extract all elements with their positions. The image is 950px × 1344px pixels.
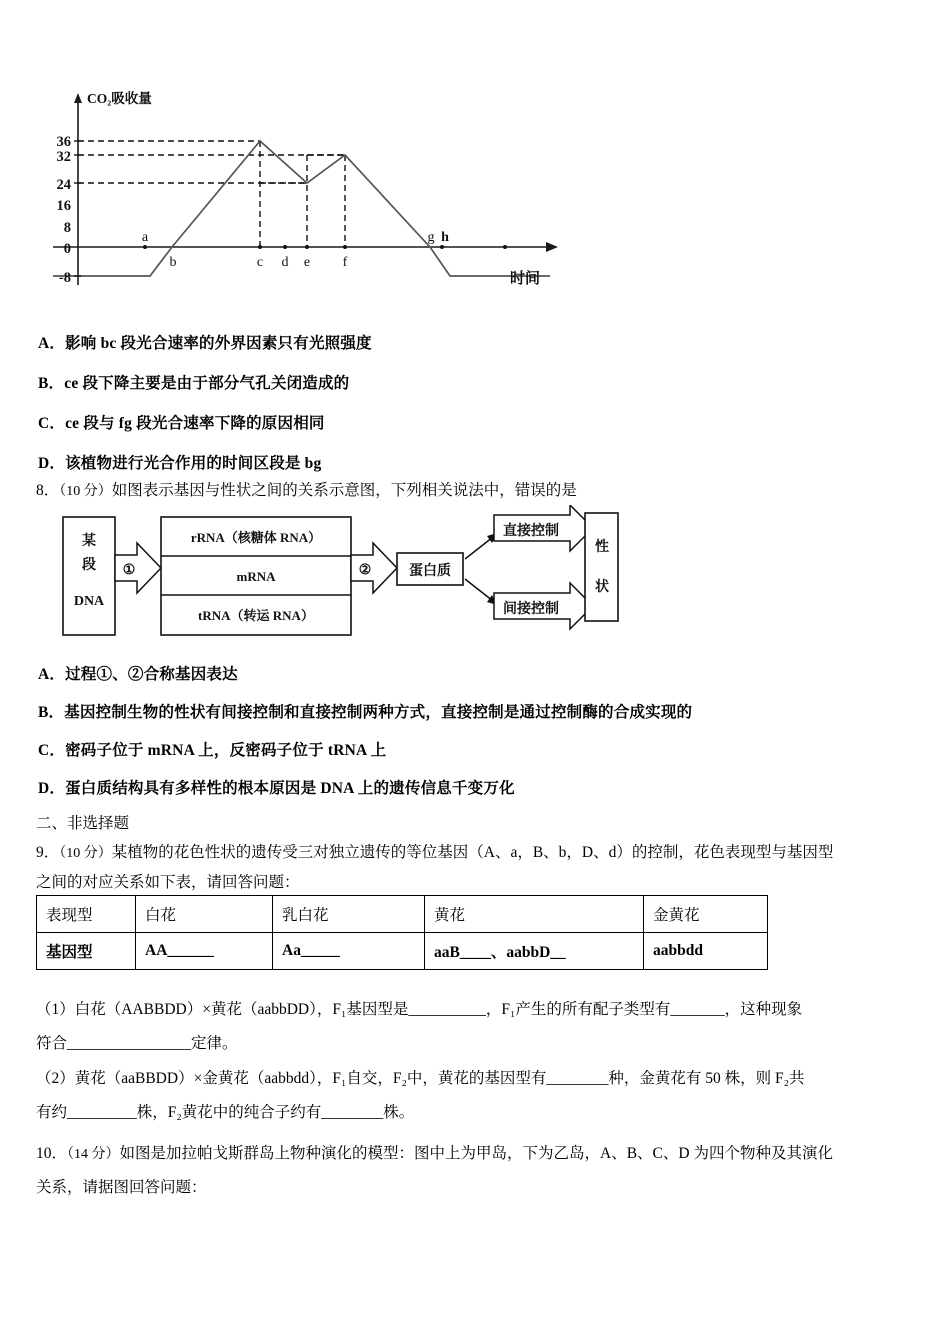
q9-sub2-line-2: 有约_________株，F₂黄花中的纯合子约有________株。 xyxy=(36,1104,415,1121)
q10-stem-text-1: 如图是加拉帕戈斯群岛上物种演化的模型：图中上为甲岛，下为乙岛，A、B、C、D 为四个物种及其演化 xyxy=(119,1145,833,1162)
ytick-neg8: -8 xyxy=(58,270,71,286)
q8-option-c xyxy=(38,738,386,760)
q7-option-c xyxy=(38,411,325,433)
ytick-0: 0 xyxy=(63,241,71,257)
q8-option-b xyxy=(38,700,692,722)
q8-stem-text: 如图表示基因与性状之间的关系示意图，下列相关说法中，错误的是 xyxy=(111,482,577,499)
ytick-8: 8 xyxy=(63,220,71,236)
q8-option-d-text: 蛋白质结构具有多样性的根本原因是 DNA 上的遗传信息千变万化 xyxy=(65,780,515,797)
point-label-g: g xyxy=(427,230,435,245)
point-label-f: f xyxy=(342,255,348,270)
trait-box-line1: 性 xyxy=(595,540,609,555)
q9-score: （10 分） xyxy=(59,846,112,861)
arrow-2-label: ② xyxy=(358,563,372,578)
tick-dot-c xyxy=(258,245,262,249)
q8-option-d xyxy=(38,776,515,798)
tick-dot-f xyxy=(343,245,347,249)
direct-control-label: 直接控制 xyxy=(503,524,559,539)
y-axis-label: CO₂吸收量 xyxy=(87,91,152,106)
point-label-b: b xyxy=(169,255,177,270)
table-cell-genotype-creamwhite: Aa_____ xyxy=(273,933,425,970)
q7-option-a-letter: A． xyxy=(38,335,66,352)
point-label-e: e xyxy=(303,255,311,270)
rna-box-trna: tRNA（转运 RNA） xyxy=(198,608,314,623)
q10-stem-line-2: 关系，请据图回答问题： xyxy=(36,1179,207,1196)
y-axis-arrow xyxy=(74,93,82,103)
q9-sub1-line-1: （1）白花（AABBDD）×黄花（aabbDD），F₁基因型是__________，F₁产生的所有配子类型有_______，这种现象 xyxy=(36,1001,803,1018)
tick-dot-extra xyxy=(503,245,507,249)
q7-option-d-letter: D． xyxy=(38,455,66,472)
dna-box-line3: DNA xyxy=(73,594,105,609)
rna-box-rrna: rRNA（核糖体 RNA） xyxy=(190,530,322,545)
table-row-genotype xyxy=(37,933,768,970)
arrow-1-label: ① xyxy=(122,563,136,578)
q7-option-c-letter: C． xyxy=(38,415,66,432)
table-cell-phenotype-yellow: 黄花 xyxy=(425,896,644,933)
q8-option-c-letter: C． xyxy=(38,742,66,759)
q7-option-a xyxy=(38,331,372,353)
ytick-36: 36 xyxy=(56,134,71,150)
q7-option-a-text: 影响 bc 段光合速率的外界因素只有光照强度 xyxy=(65,335,372,352)
protein-box-label: 蛋白质 xyxy=(409,564,451,579)
q10-number: 10． xyxy=(36,1145,68,1162)
q10-score: （14 分） xyxy=(67,1147,120,1162)
gene-expression-svg xyxy=(45,505,645,650)
q9-sub2-line-1: （2）黄花（aaBBDD）×金黄花（aabbdd），F₁自交，F₂中，黄花的基因型有________种，金黄花有 50 株，则 F₂共 xyxy=(36,1070,805,1087)
table-cell-genotype-white: AA______ xyxy=(136,933,273,970)
tick-dot-d xyxy=(283,245,287,249)
q8-score: （10 分） xyxy=(59,484,112,499)
q8-number: 8． xyxy=(36,482,60,499)
ytick-24: 24 xyxy=(56,177,71,193)
table-cell-genotype-yellow: aaB____、aabbD__ xyxy=(425,933,644,970)
q7-option-b xyxy=(38,371,349,393)
ytick-16: 16 xyxy=(56,198,71,214)
table-row-phenotype xyxy=(37,896,768,933)
q8-option-c-text: 密码子位于 mRNA 上，反密码子位于 tRNA 上 xyxy=(65,742,387,759)
q9-stem-line-1 xyxy=(36,840,833,862)
table-row-header-phenotype: 表现型 xyxy=(37,896,136,933)
q8-option-b-letter: B． xyxy=(38,704,65,721)
q8-option-a xyxy=(38,662,238,684)
q7-option-c-text: ce 段与 fg 段光合速率下降的原因相同 xyxy=(65,415,325,432)
q8-stem-line xyxy=(36,478,577,500)
point-label-a: a xyxy=(141,230,149,245)
section-2-heading: 二、非选择题 xyxy=(36,815,130,832)
tick-dot-h xyxy=(440,245,444,249)
protein-to-direct-line xyxy=(465,537,493,559)
chart-svg xyxy=(45,85,605,295)
table-cell-genotype-goldenyellow: aabbdd xyxy=(644,933,768,970)
q7-option-d xyxy=(38,451,321,473)
x-axis-arrow xyxy=(546,242,558,252)
indirect-control-label: 间接控制 xyxy=(503,602,559,617)
q8-option-b-text: 基因控制生物的性状有间接控制和直接控制两种方式，直接控制是通过控制酶的合成实现的 xyxy=(64,704,693,721)
table-cell-phenotype-white: 白花 xyxy=(136,896,273,933)
q9-stem-line-2: 之间的对应关系如下表，请回答问题： xyxy=(36,874,300,891)
dna-box-line1: 某 xyxy=(82,534,96,549)
q8-option-a-letter: A． xyxy=(38,666,66,683)
table-row-header-genotype: 基因型 xyxy=(37,933,136,970)
point-label-c: c xyxy=(256,255,264,270)
ytick-32: 32 xyxy=(56,149,71,165)
tick-dot-e xyxy=(305,245,309,249)
point-label-d: d xyxy=(281,255,289,270)
table-cell-phenotype-creamwhite: 乳白花 xyxy=(273,896,425,933)
trait-box-line2: 状 xyxy=(595,580,609,595)
tick-dot-a xyxy=(143,245,147,249)
data-curve xyxy=(53,141,550,276)
trait-box xyxy=(585,513,618,621)
protein-to-indirect-line xyxy=(465,579,493,601)
q8-option-a-text: 过程①、②合称基因表达 xyxy=(65,666,238,683)
q7-option-d-text: 该植物进行光合作用的时间区段是 bg xyxy=(65,455,322,472)
dna-box-line2: 段 xyxy=(82,558,96,573)
co2-uptake-chart xyxy=(45,85,605,295)
x-axis-label: 时间 xyxy=(510,271,541,287)
q9-number: 9． xyxy=(36,844,60,861)
gene-expression-diagram xyxy=(45,505,645,650)
q8-option-d-letter: D． xyxy=(38,780,66,797)
genotype-table xyxy=(36,895,768,970)
point-label-h: h xyxy=(441,230,449,245)
q7-option-b-text: ce 段下降主要是由于部分气孔关闭造成的 xyxy=(64,375,350,392)
q7-option-b-letter: B． xyxy=(38,375,65,392)
q10-stem-line-1 xyxy=(36,1141,833,1163)
table-cell-phenotype-goldenyellow: 金黄花 xyxy=(644,896,768,933)
q9-stem-text-1: 某植物的花色性状的遗传受三对独立遗传的等位基因（A、a，B、b，D、d）的控制，花色表现型与基因型 xyxy=(111,844,834,861)
q9-sub1-line-2: 符合________________定律。 xyxy=(36,1035,238,1052)
rna-box-mrna: mRNA xyxy=(236,569,276,584)
